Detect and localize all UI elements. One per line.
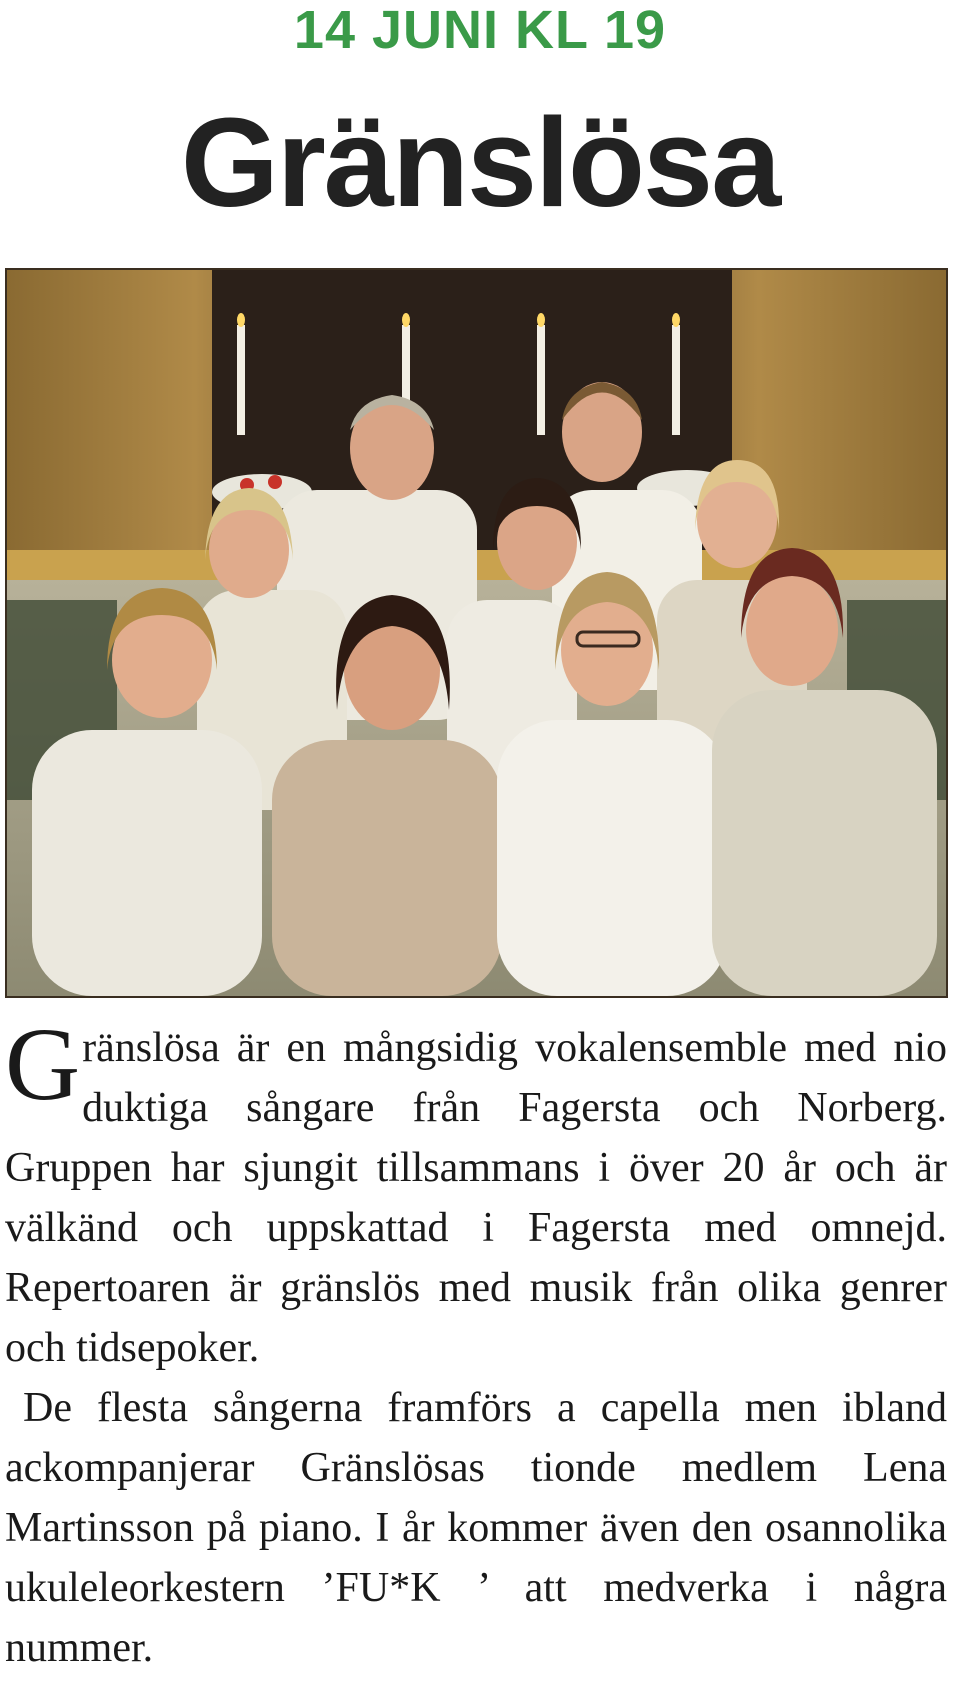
paragraph-1-text: ränslösa är en mångsidig vokalensemble med nio duktiga sångare från Fagersta och Norberg. Gruppen har sjungit tillsammans i över 20 år och är välkänd och uppskattad i Fagersta med omnejd. Repertoaren är gränslös med musik från olika genrer och tidsepoker. bbox=[5, 1025, 947, 1371]
event-title: Gränslösa bbox=[180, 92, 780, 233]
event-date: 14 JUNI KL 19 bbox=[293, 0, 667, 60]
choir-photo bbox=[5, 268, 948, 998]
article-paragraph-2: De flesta sångerna framförs a capella men ibland ackompanjerar Gränslösas tionde medlem Lena Martinsson på piano. I år kommer även den osannolika ukuleleorkestern ’FU*K ’ att medverka i några nummer. bbox=[5, 1385, 947, 1671]
dropcap: G bbox=[5, 1007, 81, 1122]
article-paragraph-1 bbox=[5, 1007, 947, 1378]
article-body bbox=[5, 1007, 947, 1678]
